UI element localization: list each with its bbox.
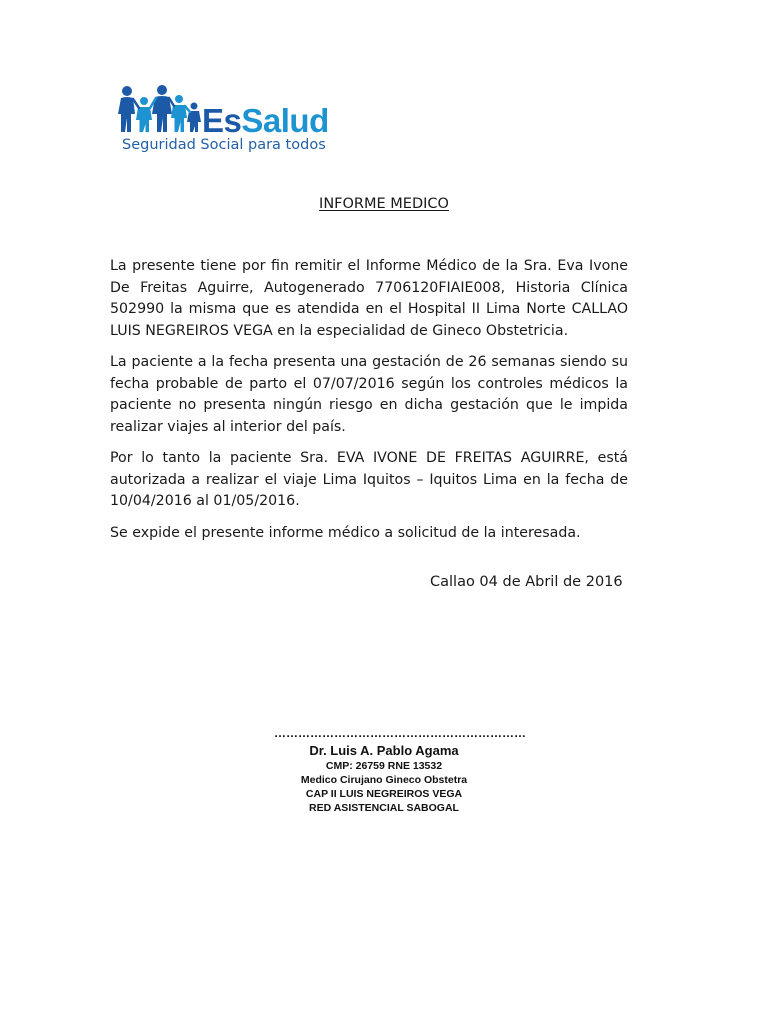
logo-wordmark (202, 104, 329, 137)
signature-line: ……………………………………………………… (274, 726, 526, 740)
signer-specialty: Medico Cirujano Gineco Obstetra (300, 774, 468, 786)
essalud-logo (116, 84, 346, 160)
signature-block (274, 726, 526, 815)
paragraph-travel-authorization: Por lo tanto la paciente Sra. EVA IVONE DE FREITAS AGUIRRE, está autorizada a realizar el viaje Lima Iquitos – Iquitos Lima en la fecha de 10/04/2016 al 01/05/2016. (110, 450, 628, 509)
logo-wordmark-es: Es (202, 102, 242, 139)
family-figures-icon (116, 84, 204, 136)
signer-network: RED ASISTENCIAL SABOGAL (309, 802, 459, 814)
logo-tagline: Seguridad Social para todos (122, 137, 326, 153)
paragraph-intro: La presente tiene por fin remitir el Informe Médico de la Sra. Eva Ivone De Freitas Aguirre, Autogenerado 7706120FIAIE008, Historia Clínica 502990 la misma que es atendida en el Hospital II Lima Norte CALLAO LUIS NEGREIROS VEGA en la especialidad de Gineco Obstetricia. (110, 258, 628, 339)
signer-name: Dr. Luis A. Pablo Agama (309, 743, 459, 758)
paragraph-pregnancy-status: La paciente a la fecha presenta una gestación de 26 semanas siendo su fecha probable de parto el 07/07/2016 según los controles médicos la paciente no presenta ningún riesgo en dicha gestación que le impida realizar viajes al interior del país. (110, 354, 628, 435)
signer-credentials: CMP: 26759 RNE 13532 (325, 760, 443, 772)
logo-wordmark-salud: Salud (241, 102, 329, 139)
paragraph-closing: Se expide el presente informe médico a solicitud de la interesada. (110, 524, 581, 541)
document-title: INFORME MEDICO (319, 196, 449, 212)
signer-hospital: CAP II LUIS NEGREIROS VEGA (305, 788, 463, 800)
document-body (110, 256, 628, 554)
document-date: Callao 04 de Abril de 2016 (430, 574, 623, 590)
